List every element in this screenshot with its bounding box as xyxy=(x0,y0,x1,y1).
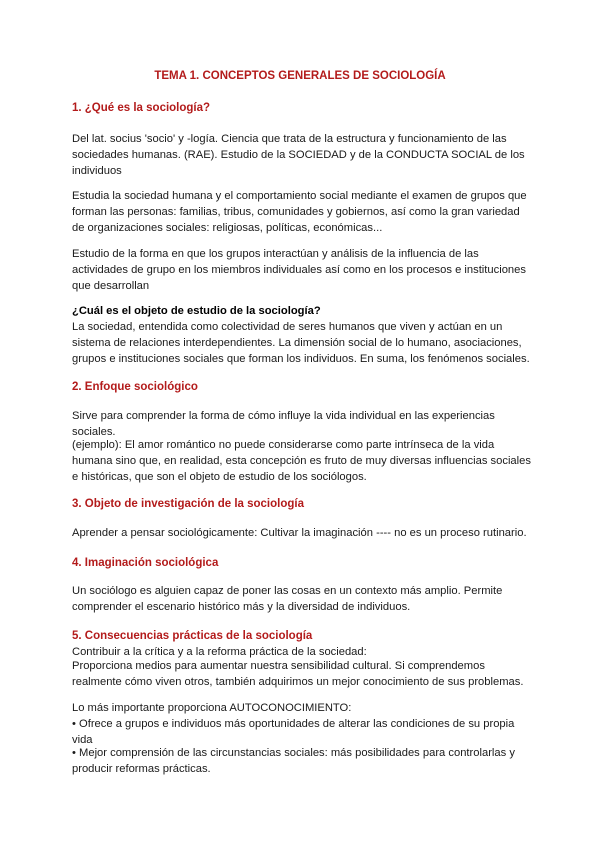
section-3-heading: 3. Objeto de investigación de la sociología xyxy=(72,498,304,510)
section-2-paragraph-1: Sirve para comprender la forma de cómo influye la vida individual en las experiencias sociales. xyxy=(72,410,495,439)
section-5-bullet-2: • Mejor comprensión de las circunstancias sociales: más posibilidades para controlarlas y producir reformas prácticas. xyxy=(72,747,515,776)
section-3-paragraph-1: Aprender a pensar sociológicamente: Cultivar la imaginación ---- no es un proceso rutinario. xyxy=(72,527,527,539)
section-1-heading: 1. ¿Qué es la sociología? xyxy=(72,102,211,114)
document-title: TEMA 1. CONCEPTOS GENERALES DE SOCIOLOGÍA xyxy=(154,70,446,82)
section-4-paragraph-1: Un sociólogo es alguien capaz de poner las cosas en un contexto más amplio. Permite comprender el escenario histórico más y la diversidad de individuos. xyxy=(72,585,503,614)
section-1-paragraph-3: Estudio de la forma en que los grupos interactúan y análisis de la influencia de las actividades de grupo en los miembros individuales así como en los procesos e instituciones que desarrollan xyxy=(72,248,526,293)
section-5-paragraph-3: Lo más importante proporciona AUTOCONOCIMIENTO: xyxy=(72,702,352,714)
section-4-heading: 4. Imaginación sociológica xyxy=(72,557,219,569)
section-1-paragraph-1: Del lat. socius 'socio' y -logía. Ciencia que trata de la estructura y funcionamiento de las sociedades humanas. (RAE). Estudio de la SOCIEDAD y de la CONDUCTA SOCIAL de los individuos xyxy=(72,133,525,178)
section-1-question-text: La sociedad, entendida como colectividad de seres humanos que viven y actúan en un sistema de relaciones interdependientes. La dimensión social de lo humano, asociaciones, grupos e instituciones sociales que forman los individuos. En suma, los fenómenos sociales. xyxy=(72,321,530,366)
section-5-paragraph-1: Contribuir a la crítica y a la reforma práctica de la sociedad: xyxy=(72,646,367,658)
section-1-paragraph-2: Estudia la sociedad humana y el comportamiento social mediante el examen de grupos que forman las personas: familias, tribus, comunidades y gobiernos, así como la gran variedad de organizaciones sociales: religiosas, políticas, económicas... xyxy=(72,190,527,235)
section-5-bullet-1: • Ofrece a grupos e individuos más oportunidades de alterar las condiciones de su propia vida xyxy=(72,718,515,747)
section-1-question-heading: ¿Cuál es el objeto de estudio de la sociología? xyxy=(72,305,321,317)
section-5-paragraph-2: Proporciona medios para aumentar nuestra sensibilidad cultural. Si comprendemos realmente cómo viven otros, también adquirimos un mejor conocimiento de sus problemas. xyxy=(72,660,524,689)
section-2-heading: 2. Enfoque sociológico xyxy=(72,381,198,393)
section-2-paragraph-2: (ejemplo): El amor romántico no puede considerarse como parte intrínseca de la vida humana sino que, en realidad, esta concepción es fruto de muy diversas influencias sociales e históricas, que son el objeto de estudio de los sociólogos. xyxy=(72,439,531,484)
section-5-heading: 5. Consecuencias prácticas de la sociología xyxy=(72,630,313,642)
